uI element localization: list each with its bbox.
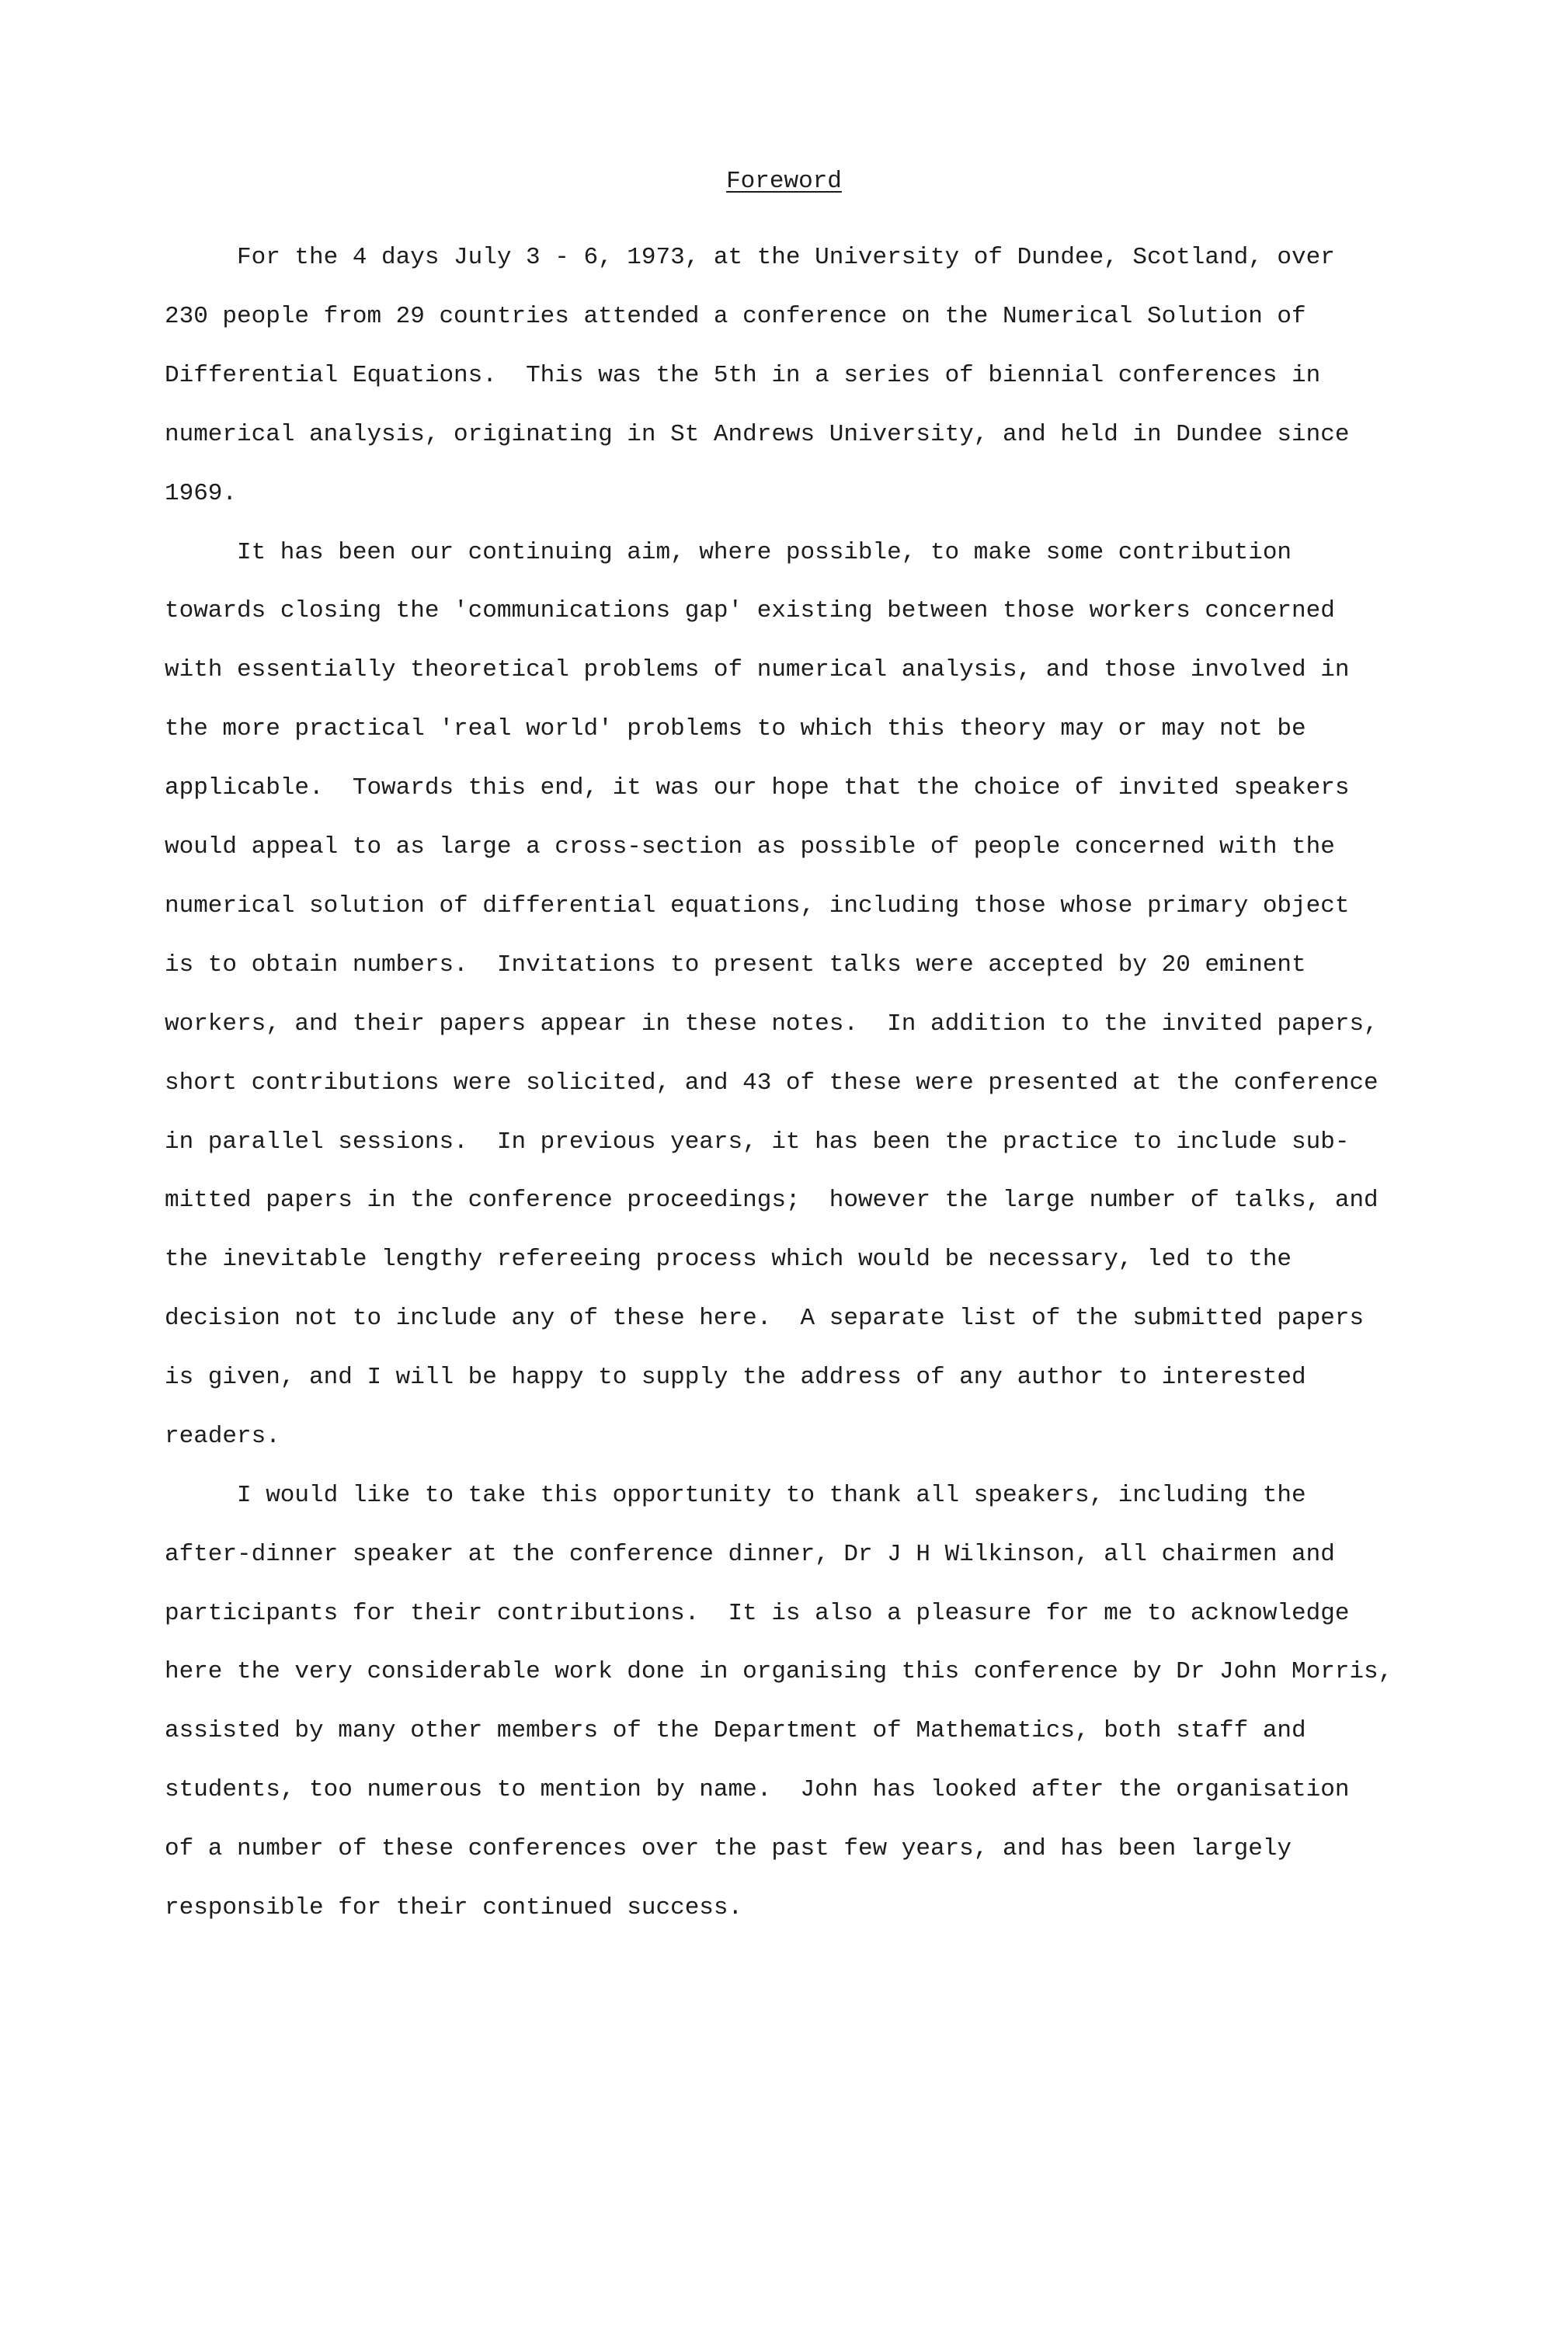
- paragraph-2-line-7: numerical solution of differential equations, including those whose primary object: [165, 892, 1350, 920]
- paragraph-3-line-6: students, too numerous to mention by name. John has looked after the organisation: [165, 1776, 1350, 1803]
- paragraph-2-line-16: readers.: [165, 1423, 280, 1450]
- paragraph-1-line-4: numerical analysis, originating in St Andrews University, and held in Dundee since: [165, 421, 1350, 448]
- paragraph-2-line-3: with essentially theoretical problems of numerical analysis, and those involved in: [165, 656, 1350, 683]
- paragraph-2-line-9: workers, and their papers appear in these notes. In addition to the invited papers,: [165, 1010, 1379, 1038]
- paragraph-2-line-14: decision not to include any of these here. A separate list of the submitted papers: [165, 1305, 1365, 1332]
- paragraph-1-line-5: 1969.: [165, 480, 238, 507]
- paragraph-2-line-13: the inevitable lengthy refereeing process which would be necessary, led to the: [165, 1246, 1292, 1273]
- paragraph-1-line-1: For the 4 days July 3 - 6, 1973, at the University of Dundee, Scotland, over: [237, 244, 1335, 271]
- paragraph-2-line-11: in parallel sessions. In previous years, it has been the practice to include sub-: [165, 1128, 1350, 1156]
- paragraph-3-line-3: participants for their contributions. It is also a pleasure for me to acknowledge: [165, 1600, 1350, 1627]
- paragraph-2-line-8: is to obtain numbers. Invitations to present talks were accepted by 20 eminent: [165, 951, 1306, 979]
- paragraph-2-line-1: It has been our continuing aim, where possible, to make some contribution: [237, 539, 1292, 566]
- paragraph-1-line-2: 230 people from 29 countries attended a conference on the Numerical Solution of: [165, 303, 1306, 330]
- paragraph-2-line-15: is given, and I will be happy to supply the address of any author to interested: [165, 1364, 1306, 1391]
- paragraph-2-line-5: applicable. Towards this end, it was our hope that the choice of invited speakers: [165, 774, 1350, 801]
- paragraph-3-line-1: I would like to take this opportunity to thank all speakers, including the: [237, 1482, 1306, 1509]
- paragraph-3-line-7: of a number of these conferences over the past few years, and has been largely: [165, 1835, 1292, 1862]
- paragraph-2-line-12: mitted papers in the conference proceedings; however the large number of talks, and: [165, 1187, 1379, 1214]
- paragraph-2-line-10: short contributions were solicited, and 43 of these were presented at the conference: [165, 1069, 1379, 1097]
- paragraph-1-line-3: Differential Equations. This was the 5th in a series of biennial conferences in: [165, 362, 1321, 389]
- foreword-heading: Foreword: [726, 168, 842, 195]
- page-title: [0, 166, 1568, 197]
- paragraph-2-line-2: towards closing the 'communications gap' existing between those workers concerned: [165, 597, 1335, 624]
- paragraph-3-line-5: assisted by many other members of the Department of Mathematics, both staff and: [165, 1717, 1306, 1744]
- paragraph-3-line-4: here the very considerable work done in organising this conference by Dr John Morris,: [165, 1658, 1393, 1685]
- paragraph-2-line-6: would appeal to as large a cross-section as possible of people concerned with the: [165, 833, 1335, 861]
- paragraph-3-line-2: after-dinner speaker at the conference dinner, Dr J H Wilkinson, all chairmen and: [165, 1541, 1335, 1568]
- paragraph-3-line-8: responsible for their continued success.: [165, 1894, 743, 1921]
- paragraph-2-line-4: the more practical 'real world' problems to which this theory may or may not be: [165, 715, 1306, 742]
